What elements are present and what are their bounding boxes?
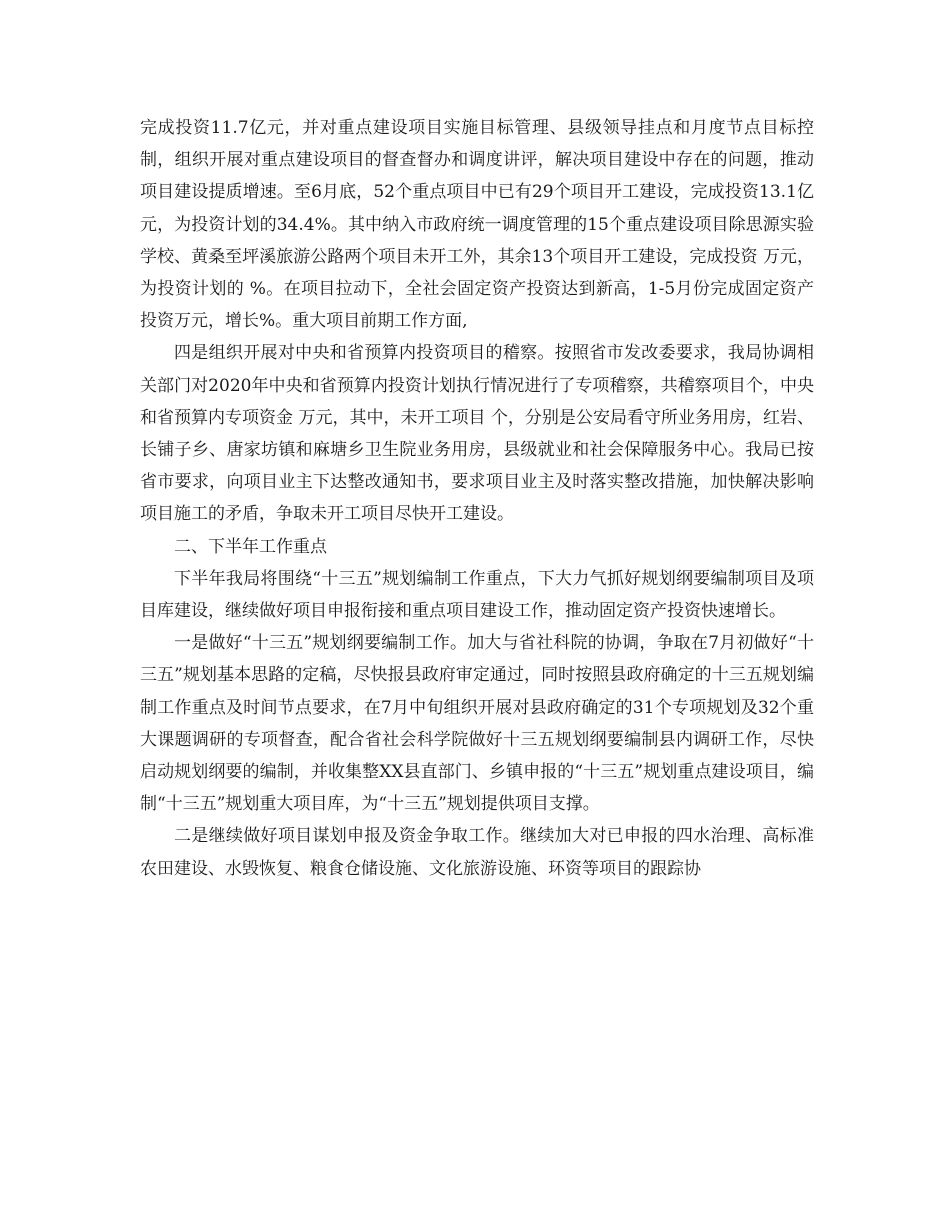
paragraph-project-funding: 二是继续做好项目谋划申报及资金争取工作。继续加大对已申报的四水治理、高标准农田建设、水毁恢复、粮食仓储设施、文化旅游设施、环资等项目的跟踪协 <box>140 826 814 879</box>
paragraph-plan-outline: 一是做好“十三五”规划纲要编制工作。加大与省社科院的协调，争取在7月初做好“十三五”规划基本思路的定稿，尽快报县政府审定通过，同时按照县政府确定的十三五规划编制工作重点及时间节点要求，在7月中旬组织开展对县政府确定的31个专项规划及32个重大课题调研的专项督查，配合省社会科学院做好十三五规划纲要编制县内调研工作，尽快启动规划纲要的编制，并收集整XX县直部门、乡镇申报的“十三五”规划重点建设项目，编制“十三五”规划重大项目库，为“十三五”规划提供项目支撑。 <box>140 633 814 815</box>
paragraph-investment-progress: 完成投资11.7亿元，并对重点建设项目实施目标管理、县级领导挂点和月度节点目标控制，组织开展对重点建设项目的督查督办和调度讲评，解决项目建设中存在的问题，推动项目建设提质增速。至6月底，52个重点项目中已有29个项目开工建设，完成投资13.1亿元，为投资计划的34.4%。其中纳入市政府统一调度管理的15个重点建设项目除思源实验学校、黄桑至坪溪旅游公路两个项目未开工外，其余13个项目开工建设，完成投资 万元，为投资计划的 %。在项目拉动下，全社会固定资产投资达到新高，1-5月份完成固定资产投资万元，增长%。重大项目前期工作方面, <box>140 118 814 332</box>
section-heading-second-half: 二、下半年工作重点 <box>174 536 327 557</box>
paragraph-audit-inspection: 四是组织开展对中央和省预算内投资项目的稽察。按照省市发改委要求，我局协调相关部门对2020年中央和省预算内投资计划执行情况进行了专项稽察，共稽察项目个，中央和省预算内专项资金 万元，其中，未开工项目 个，分别是公安局看守所业务用房，红岩、长铺子乡、唐家坊镇和麻塘乡卫生院业务用房，县级就业和社会保障服务中心。我局已按省市要求，向项目业主下达整改通知书，要求项目业主及时落实整改措施，加快解决影响项目施工的矛盾，争取未开工项目尽快开工建设。 <box>140 343 814 525</box>
paragraph-second-half-overview: 下半年我局将围绕“十三五”规划编制工作重点，下大力气抓好规划纲要编制项目及项目库建设，继续做好项目申报衔接和重点项目建设工作，推动固定资产投资快速增长。 <box>140 568 814 622</box>
document-body <box>140 112 814 885</box>
